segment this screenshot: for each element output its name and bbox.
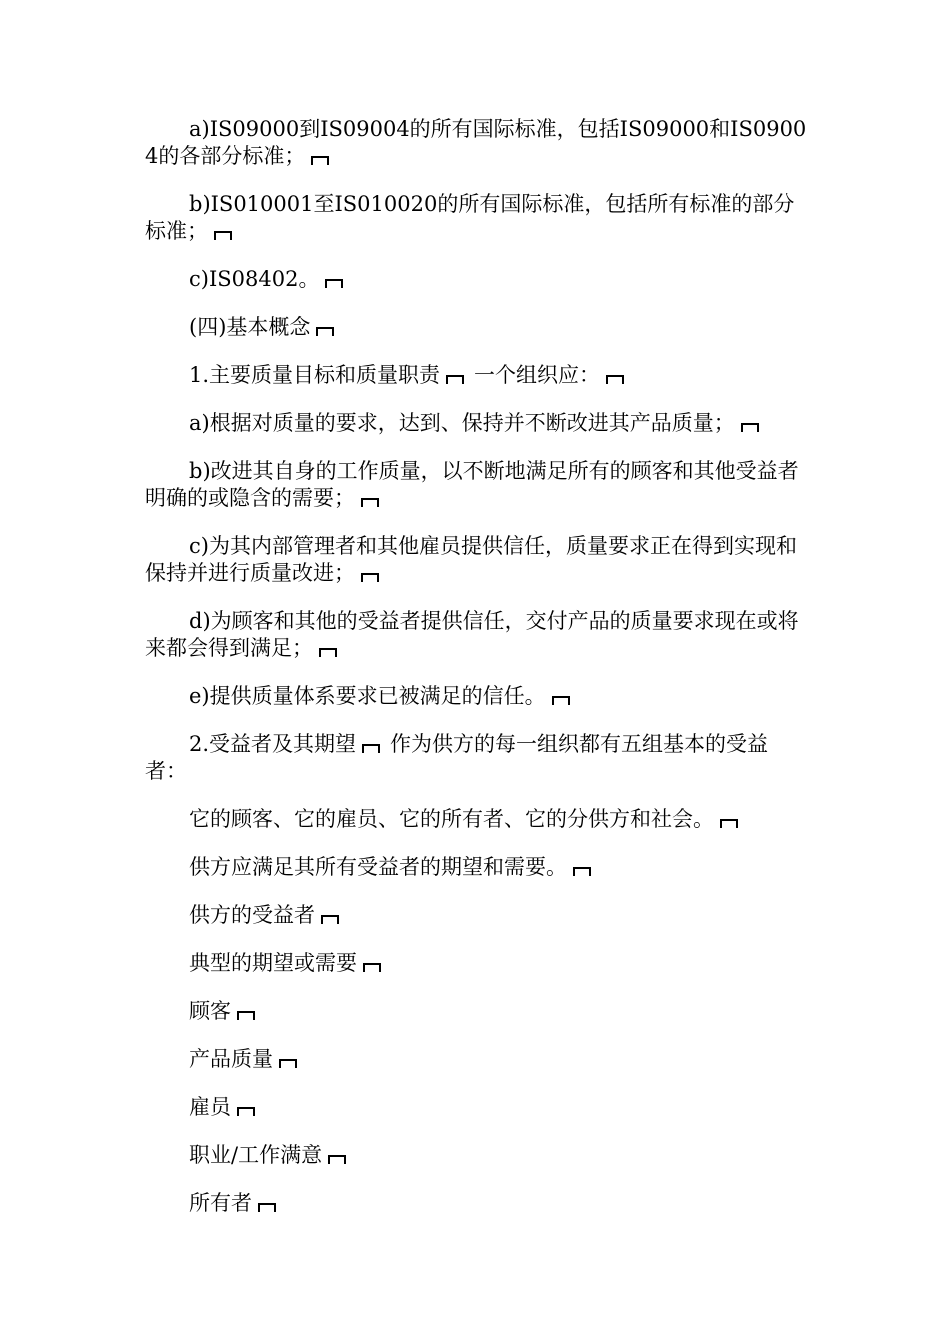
paragraph-mark-icon	[361, 573, 379, 582]
section-heading: (四)基本概念	[145, 314, 810, 341]
paragraph-mark-icon	[606, 375, 624, 384]
paragraph: b)改进其自身的工作质量，以不断地满足所有的顾客和其他受益者明确的或隐含的需要；	[145, 459, 799, 510]
table-cell-text: 职业/工作满意	[145, 1142, 810, 1169]
paragraph-mark-icon	[362, 744, 380, 753]
paragraph-mark-icon	[214, 231, 232, 240]
document-body	[145, 116, 810, 1238]
paragraph-mark-icon	[325, 279, 343, 288]
table-cell-text: 典型的期望或需要	[145, 950, 810, 977]
paragraph-mark-icon	[321, 915, 339, 924]
paragraph: c)IS08402。	[145, 266, 810, 293]
paragraph: a)IS09000到IS09004的所有国际标准，包括IS09000和IS09004的各部分标准；	[145, 117, 807, 168]
paragraph-mark-icon	[720, 819, 738, 828]
table-cell-text: 所有者	[145, 1190, 810, 1217]
paragraph: 它的顾客、它的雇员、它的所有者、它的分供方和社会。	[145, 806, 810, 833]
paragraph-mark-icon	[237, 1011, 255, 1020]
paragraph-mark-icon	[316, 327, 334, 336]
paragraph: 2.受益者及其期望 作为供方的每一组织都有五组基本的受益者：	[145, 732, 769, 783]
paragraph: e)提供质量体系要求已被满足的信任。	[145, 683, 810, 710]
paragraph: c)为其内部管理者和其他雇员提供信任，质量要求正在得到实现和保持并进行质量改进；	[145, 534, 797, 585]
table-cell-text: 雇员	[145, 1094, 810, 1121]
paragraph: d)为顾客和其他的受益者提供信任，交付产品的质量要求现在或将来都会得到满足；	[145, 609, 799, 660]
table-cell-text: 顾客	[145, 998, 810, 1025]
paragraph-mark-icon	[552, 696, 570, 705]
table-cell-text: 供方的受益者	[145, 902, 810, 929]
paragraph: 1.主要质量目标和质量职责 一个组织应：	[145, 362, 810, 389]
paragraph-mark-icon	[363, 963, 381, 972]
paragraph-mark-icon	[319, 648, 337, 657]
paragraph: b)IS010001至IS010020的所有国际标准，包括所有标准的部分标准；	[145, 192, 795, 243]
paragraph-mark-icon	[258, 1203, 276, 1212]
paragraph-mark-icon	[237, 1107, 255, 1116]
paragraph-mark-icon	[741, 423, 759, 432]
paragraph-mark-icon	[446, 375, 464, 384]
paragraph-mark-icon	[311, 156, 329, 165]
paragraph-mark-icon	[573, 867, 591, 876]
paragraph-mark-icon	[361, 498, 379, 507]
paragraph: a)根据对质量的要求，达到、保持并不断改进其产品质量；	[145, 410, 810, 437]
paragraph-mark-icon	[328, 1155, 346, 1164]
paragraph: 供方应满足其所有受益者的期望和需要。	[145, 854, 810, 881]
table-cell-text: 产品质量	[145, 1046, 810, 1073]
paragraph-mark-icon	[279, 1059, 297, 1068]
